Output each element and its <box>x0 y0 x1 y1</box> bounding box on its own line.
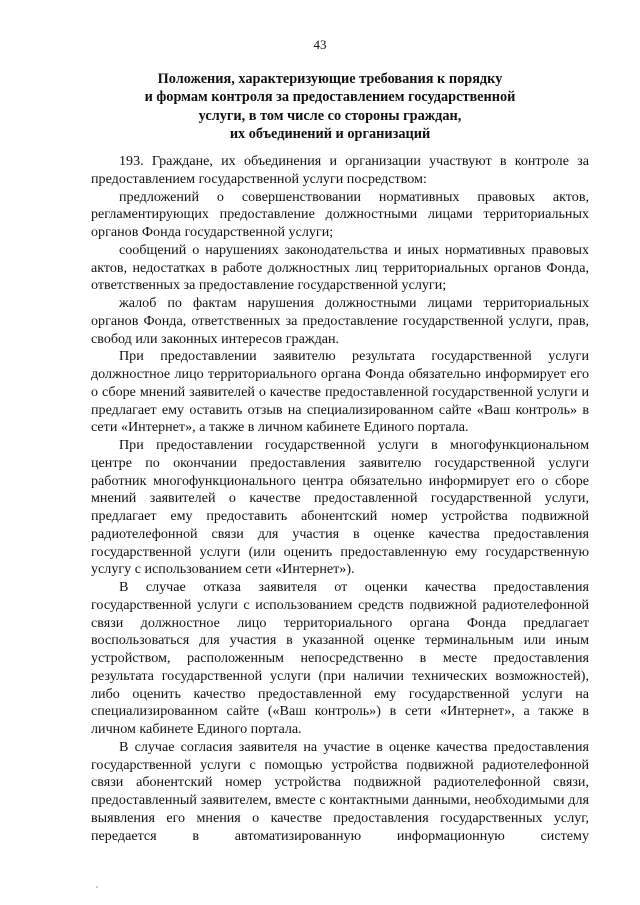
paragraph-consent: В случае согласия заявителя на участие в оценке качества предоставления государственной услуги с помощью устройства подвижной радиотелефонной связи абонентский номер устройства подвижной радиотелефонной связи, предоставленный заявителем, вместе с контактными данными, необходимыми для выявления его мнения о качестве предоставления государственных услуг, передается в автоматизированную информационную систему <box>91 738 589 844</box>
body-text <box>91 153 589 845</box>
paragraph-reports: сообщений о нарушениях законодательства и иных нормативных правовых актов, недостатках в работе должностных лиц территориальных органов Фонда, ответственных за предоставление государственной услуги; <box>91 241 589 294</box>
paragraph-refusal: В случае отказа заявителя от оценки качества предоставления государственной услуги с использованием средств подвижной радиотелефонной связи должностное лицо территориального органа Фонда предлагает воспользоваться для участия в указанной оценке терминальным или иным устройством, расположенным непосредственно в месте предоставления результата государственной услуги (при наличии технических возможностей), либо оценить качество предоставленной ему государственной услуги на специализированном сайте («Ваш контроль») в сети «Интернет», а также в личном кабинете Единого портала. <box>91 579 589 737</box>
paragraph-complaints: жалоб по фактам нарушения должностными лицами территориальных органов Фонда, ответственных за предоставление государственной услуги, прав, свобод или законных интересов граждан. <box>91 295 589 347</box>
scan-speck <box>96 886 98 888</box>
heading-line: их объединений и организаций <box>229 126 431 143</box>
heading-line: Положения, характеризующие требования к порядку <box>157 71 503 87</box>
paragraph-193: 193. Граждане, их объединения и организации участвуют в контроле за предоставлением государственной услуги посредством: <box>91 153 589 187</box>
page-number: 43 <box>313 37 327 52</box>
paragraph-proposals: предложений о совершенствовании нормативных правовых актов, регламентирующих предоставление должностными лицами территориальных органов Фонда государственной услуги; <box>91 188 589 240</box>
section-heading <box>120 70 540 144</box>
heading-line: и формам контроля за предоставлением государственной <box>144 89 516 106</box>
heading-line: услуги, в том числе со стороны граждан, <box>198 107 462 124</box>
paragraph-feedback-territorial: При предоставлении заявителю результата государственной услуги должностное лицо территориального органа Фонда обязательно информирует его о сборе мнений заявителей о качестве предоставленной государственной услуги и предлагает ему оставить отзыв на специализированном сайте «Ваш контроль» в сети «Интернет», а также в личном кабинете Единого портала. <box>91 348 589 436</box>
paragraph-feedback-mfc: При предоставлении государственной услуги в многофункциональном центре по окончании предоставления заявителю государственной услуги работник многофункционального центра обязательно информирует его о сборе мнений заявителей о качестве предоставленной государственной услуги, предлагает ему предоставить абонентский номер устройства подвижной радиотелефонной связи для участия в оценке качества предоставления государственной услуги (или оценить предоставленную ему государственную услугу с использованием сети «Интернет»). <box>91 437 589 578</box>
